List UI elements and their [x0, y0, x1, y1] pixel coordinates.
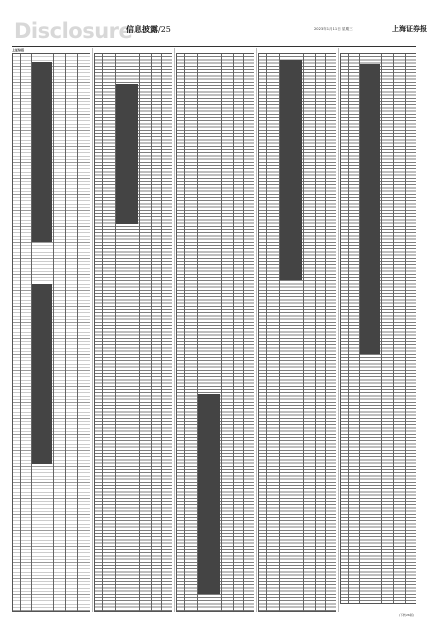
dense-text-block	[32, 62, 52, 242]
dense-text-block	[360, 64, 380, 354]
column-rule	[381, 54, 382, 603]
page-number: /25	[158, 25, 171, 34]
column-rule	[405, 54, 406, 603]
column-rule	[266, 54, 267, 611]
column-rule	[348, 54, 349, 603]
dense-text-block	[280, 60, 302, 280]
header-rule	[12, 46, 416, 47]
table-rows	[258, 53, 336, 612]
column-rule	[233, 54, 234, 611]
table-column-5	[340, 48, 416, 612]
column-title	[258, 48, 336, 52]
column-rule	[161, 54, 162, 611]
table-column-1	[12, 48, 90, 612]
table-column-3	[176, 48, 254, 612]
dense-text-block	[116, 84, 138, 224]
column-rule	[151, 54, 152, 611]
column-rule	[325, 54, 326, 611]
dateline: 2023年1月11日 星期三	[314, 27, 353, 31]
section-name: 信息披露	[126, 24, 158, 34]
column-rule	[315, 54, 316, 611]
table-rows	[340, 53, 416, 604]
column-rule	[102, 54, 103, 611]
section-title	[126, 24, 171, 35]
table-rows	[176, 53, 254, 612]
column-rule	[20, 54, 21, 611]
dense-text-block	[32, 284, 52, 464]
column-title	[176, 48, 254, 52]
table-rows	[94, 53, 172, 612]
column-rule	[243, 54, 244, 611]
dense-text-block	[198, 394, 220, 594]
column-divider	[92, 48, 93, 612]
column-rule	[65, 54, 66, 611]
column-divider	[256, 48, 257, 612]
column-rule	[77, 54, 78, 611]
paper-name: 上海证券报	[392, 24, 427, 33]
masthead	[12, 18, 427, 44]
continuation-note: (下转26版)	[398, 613, 414, 617]
column-rule	[303, 54, 304, 611]
table-rows	[12, 53, 90, 612]
tables-area	[12, 48, 416, 612]
table-column-2	[94, 48, 172, 612]
column-rule	[184, 54, 185, 611]
column-rule	[139, 54, 140, 611]
column-rule	[393, 54, 394, 603]
column-rule	[221, 54, 222, 611]
brand-logo: Disclosure	[14, 19, 133, 43]
column-divider	[338, 48, 339, 612]
table-column-4	[258, 48, 336, 612]
column-rule	[53, 54, 54, 611]
column-divider	[174, 48, 175, 612]
column-title: 上证综指	[12, 48, 25, 52]
column-title	[340, 48, 416, 52]
column-title	[94, 48, 172, 52]
